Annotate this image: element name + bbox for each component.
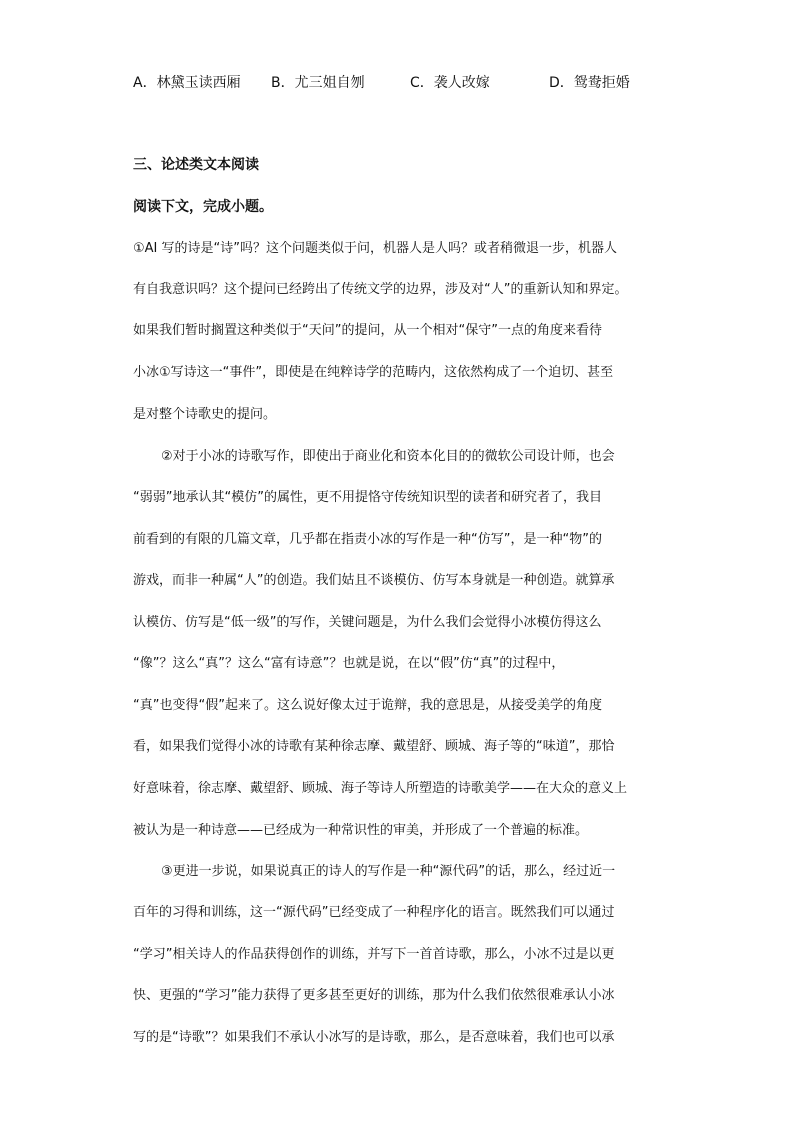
option-b: B．尤三姐自刎 bbox=[271, 75, 365, 91]
paragraph-line: 写的是“诗歌”？如果我们不承认小冰写的是诗歌，那么，是否意味着，我们也可以承 bbox=[133, 1030, 615, 1045]
paragraph-line: 被认为是一种诗意——已经成为一种常识性的审美，并形成了一个普遍的标准。 bbox=[133, 823, 589, 838]
paragraph-line: 小冰①写诗这一“事件”，即使是在纯粹诗学的范畴内，这依然构成了一个迫切、甚至 bbox=[133, 365, 614, 380]
option-a: A．林黛玉读西厢 bbox=[133, 75, 241, 91]
paragraph-line: “真”也变得“假”起来了。这么说好像太过于诡辩，我的意思是，从接受美学的角度 bbox=[133, 698, 602, 713]
paragraph-line: 百年的习得和训练，这一“源代码”已经变成了一种程序化的语言。既然我们可以通过 bbox=[133, 905, 615, 920]
paragraph-line: “学习”相关诗人的作品获得创作的训练，并写下一首首诗歌，那么，小冰不过是以更 bbox=[133, 947, 615, 962]
paragraph-line: 游戏，而非一种属“人”的创造。我们姑且不谈模仿、仿写本身就是一种创造。就算承 bbox=[133, 573, 615, 588]
paragraph-line: ①AI 写的诗是“诗”吗？这个问题类似于问，机器人是人吗？或者稍微退一步，机器人 bbox=[133, 241, 617, 256]
paragraph-line: 认模仿、仿写是“低一级”的写作，关键问题是，为什么我们会觉得小冰模仿得这么 bbox=[133, 615, 602, 630]
paragraph-line: 快、更强的“学习”能力获得了更多甚至更好的训练，那为什么我们依然很难承认小冰 bbox=[133, 988, 615, 1003]
paragraph-line: 有自我意识吗？这个提问已经跨出了传统文学的边界，涉及对“人”的重新认知和界定。 bbox=[133, 282, 628, 297]
paragraph-line: 好意味着，徐志摩、戴望舒、顾城、海子等诗人所塑造的诗歌美学——在大众的意义上 bbox=[133, 781, 628, 796]
paragraph-line: 是对整个诗歌史的提问。 bbox=[133, 407, 277, 422]
answer-options bbox=[133, 72, 733, 94]
paragraph-line: “像”？这么“真”？这么“富有诗意”？也就是说，在以“假”仿“真”的过程中， bbox=[133, 656, 565, 671]
section-heading: 三、论述类文本阅读 bbox=[133, 157, 259, 173]
paragraph-line: ③更进一步说，如果说真正的诗人的写作是一种“源代码”的话，那么，经过近一 bbox=[161, 864, 616, 879]
option-c: C．袭人改嫁 bbox=[410, 75, 490, 91]
paragraph-line: ②对于小冰的诗歌写作，即使出于商业化和资本化目的的微软公司设计师，也会 bbox=[161, 449, 615, 464]
paragraph-line: 前看到的有限的几篇文章，几乎都在指责小冰的写作是一种“仿写”，是一种“物”的 bbox=[133, 532, 602, 547]
reading-instruction: 阅读下文，完成小题。 bbox=[133, 199, 273, 215]
option-d: D．鸳鸯拒婚 bbox=[549, 75, 630, 91]
paragraph-line: “弱弱”地承认其“模仿”的属性，更不用提恪守传统知识型的读者和研究者了，我目 bbox=[133, 490, 602, 505]
paragraph-line: 如果我们暂时搁置这种类似于“天问”的提问，从一个相对“保守”一点的角度来看待 bbox=[133, 323, 602, 338]
paragraph-line: 看，如果我们觉得小冰的诗歌有某种徐志摩、戴望舒、顾城、海子等的“味道”，那恰 bbox=[133, 739, 615, 754]
